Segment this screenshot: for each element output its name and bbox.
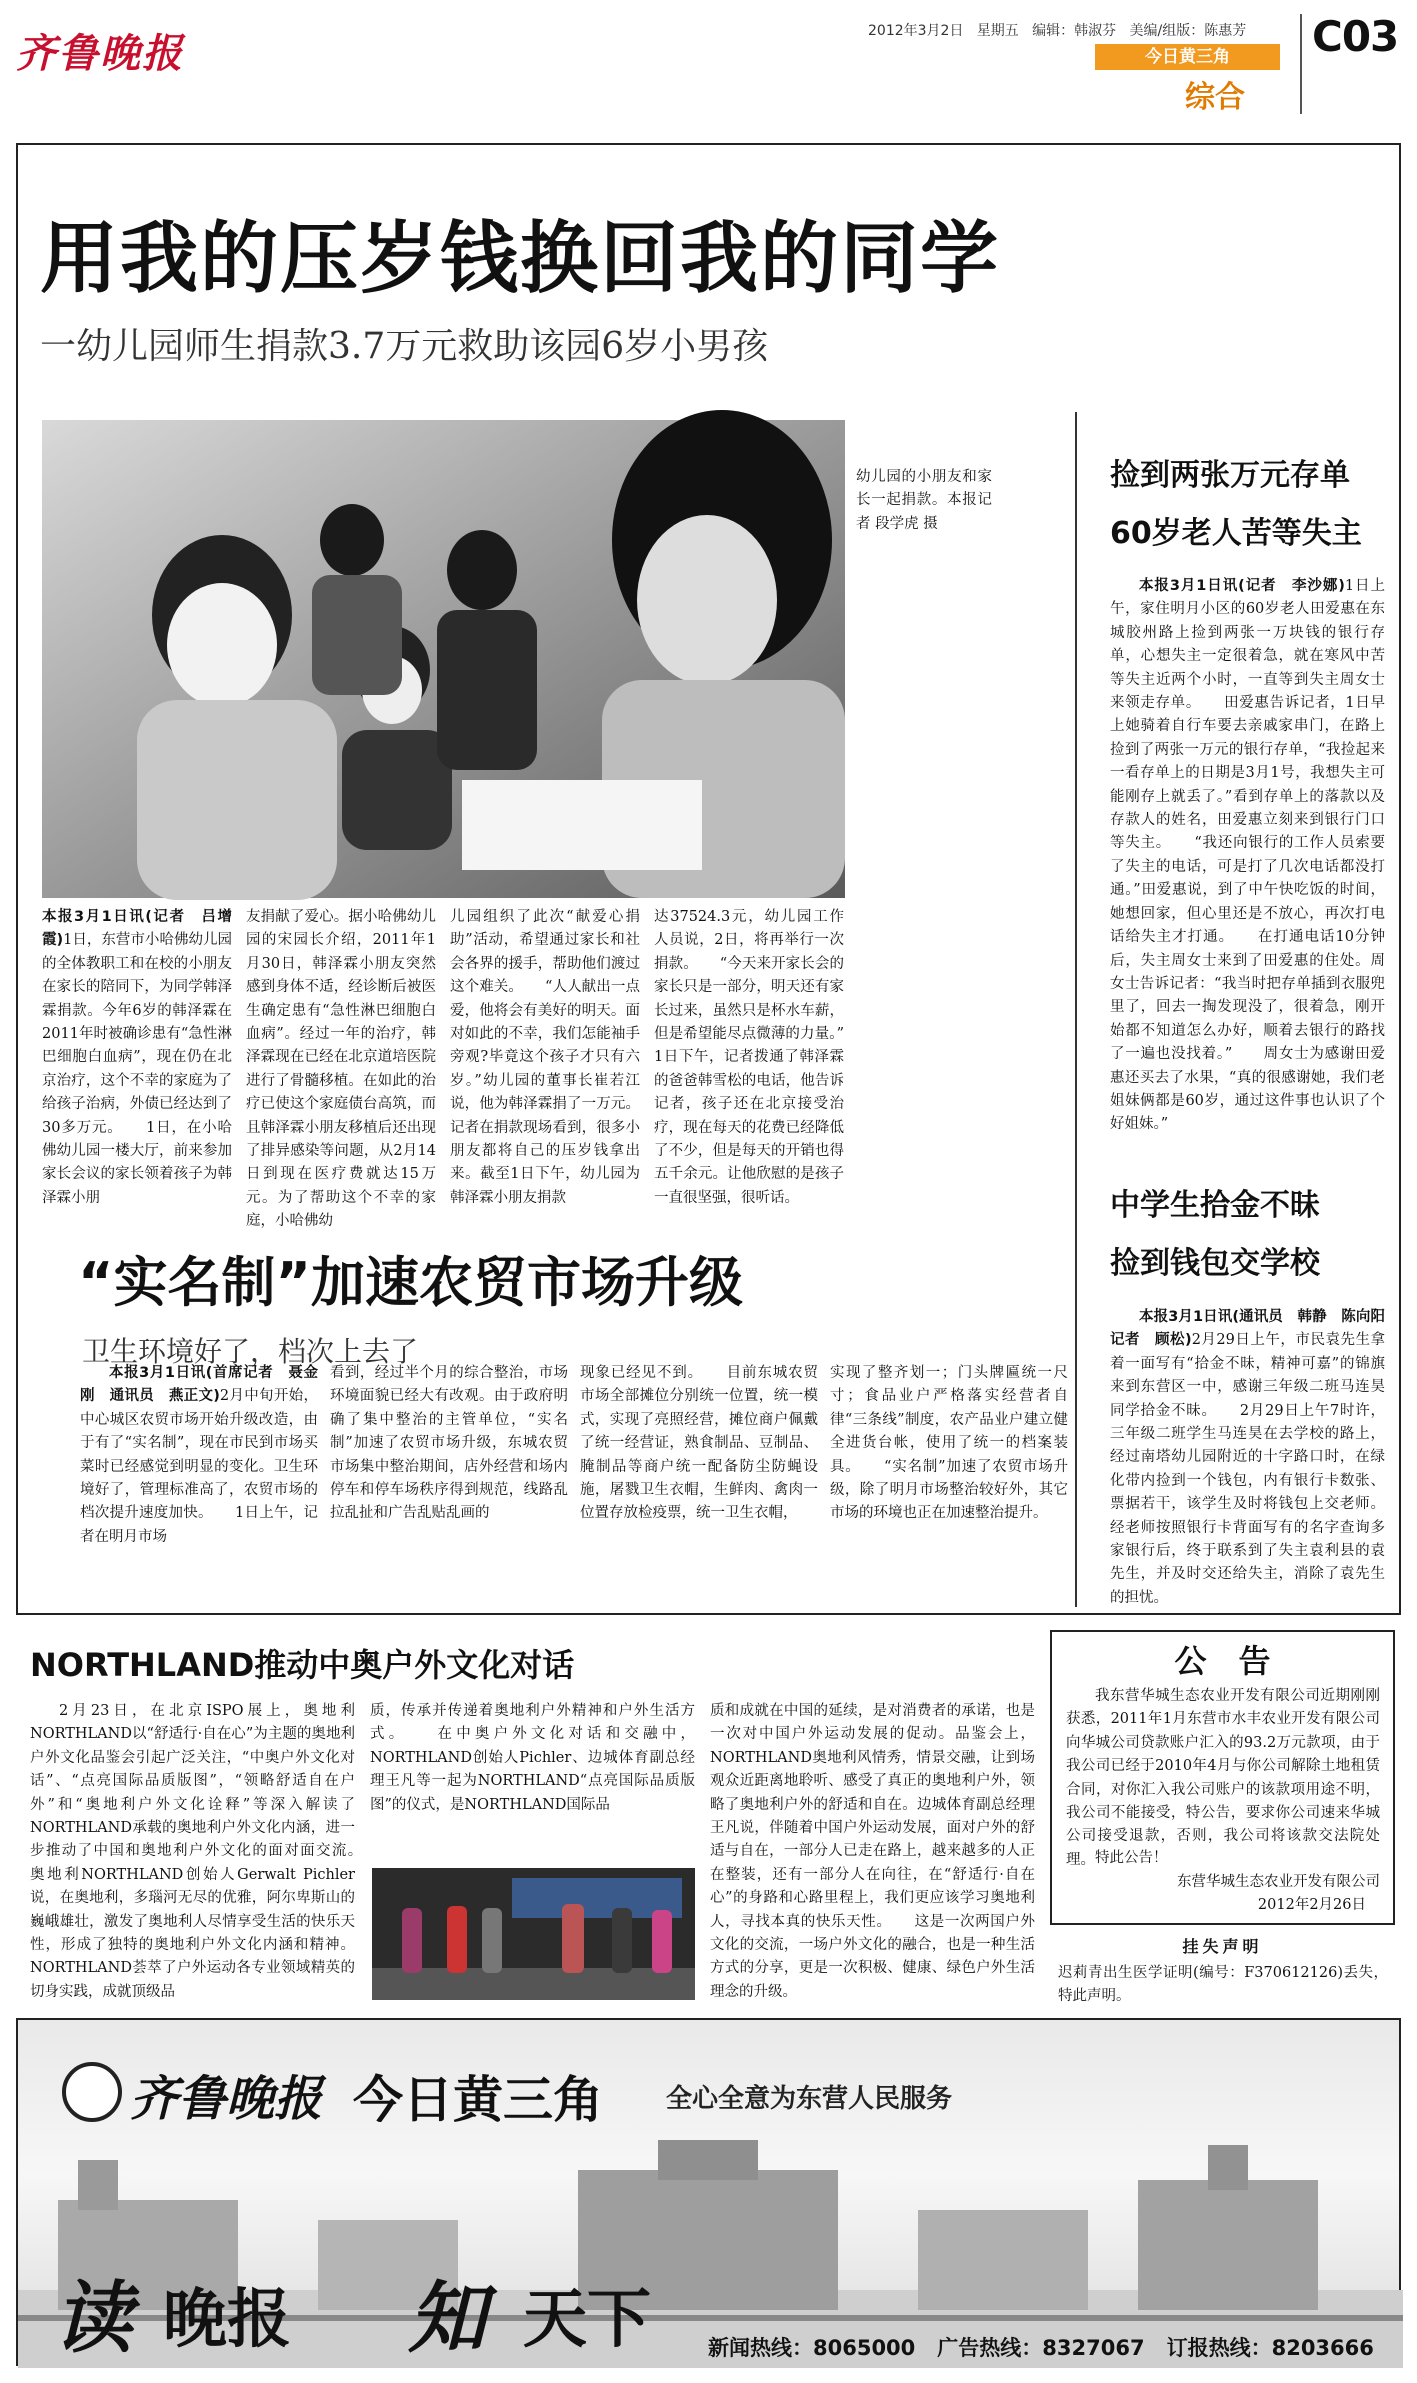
lead-subhead: 一幼儿园师生捐款3.7万元救助该园6岁小男孩 <box>40 326 769 367</box>
notice-title: 公 告 <box>1174 1642 1271 1680</box>
ad-banner <box>16 2018 1401 2366</box>
masthead-divider <box>1300 14 1302 114</box>
subscription-hotline-label: 订报热线： <box>1166 2336 1272 2360</box>
lead-photo-image <box>42 420 845 898</box>
lost-notice-body: 迟莉青出生医学证明(编号：F370612126)丢失，特此声明。 <box>1058 1965 1388 2005</box>
page-number: C03 <box>1312 12 1399 61</box>
ad-logo-text: 齐鲁晚报 <box>130 2071 323 2127</box>
lead-column-3: 儿园组织了此次“献爱心捐助”活动，希望通过家长和社会各界的援手，帮助他们渡过这个难关。 “人人献出一点爱，他将会有美好的明天。面对如此的不幸，我们怎能袖手旁观?毕竟这个孩子才只有六岁。”幼儿园的董事长崔若江说，他为韩泽霖捐了一万元。记者在捐款现场看到，很多小朋友都将自己的压岁钱拿出来。截至1日下午，幼儿园为韩泽霖小朋友捐款 <box>450 909 640 1206</box>
masthead-logo: 齐鲁晚报 <box>16 30 184 77</box>
ad-hotline-number: 8327067 <box>1042 2336 1145 2360</box>
sidebar-2-headline-line1: 中学生拾金不昧 <box>1110 1188 1320 1223</box>
market-dateline: 本报3月1日讯(首席记者 聂金刚 通讯员 燕正文) <box>80 1365 318 1405</box>
sidebar-1-headline-line1: 捡到两张万元存单 <box>1110 458 1350 493</box>
sidebar-1-dateline: 本报3月1日讯(记者 李沙娜) <box>1139 578 1345 594</box>
northland-column-3: 质和成就在中国的延续，是对消费者的承诺，也是一次对中国户外运动发展的促动。品鉴会上，NORTHLAND奥地利风情秀，情景交融，让到场观众近距离地聆听、感受了真正的奥地利户外，领略了奥地利户外的舒适和自在。边城体育副总经理王凡说，伴随着中国户外运动发展，面对户外的舒适与自在，一部分人已走在路上，越来越多的人正在整装，还有一部分人在向往，在“舒适行·自在心”的身路和心路里程上，我们更应该学习奥地利人，寻找本真的快乐天性。 这是一次两国户外文化的交流，一场户外文化的融合，也是一种生活方式的分享，更是一次积极、健康、绿色户外生活理念的升级。 <box>710 1703 1035 2000</box>
ad-tagline-evening-paper: 晚报 <box>163 2283 291 2357</box>
ad-hotline-label: 广告热线： <box>937 2336 1043 2360</box>
lead-column-4: 达37524.3元，幼儿园工作人员说，2日，将再举行一次捐款。 “今天来开家长会的家长只是一部分，明天还有家长过来，虽然只是杯水车薪，但是希望能尽点微薄的力量。” 1日下午，记者拨通了韩泽霖的爸爸韩雪松的电话，他告诉记者，孩子还在北京接受治疗，现在每天的花费已经降低了不少，但是每天的开销也得五千余元。让他欣慰的是孩子一直很坚强，很听话。 <box>654 909 873 1206</box>
northland-column-2-top: 质，传承并传递着奥地利户外精神和户外生活方式。 在中奥户外文化对话和交融中，NORTHLAND创始人Pichler、边城体育副总经理王凡等一起为NORTHLAND“点亮国际品质版图”的仪式，是NORTHLAND国际品 <box>370 1703 695 1813</box>
notice-closing: 特此公告！ <box>1095 1850 1168 1866</box>
northland-photo <box>372 1868 695 2000</box>
market-column-1 <box>80 1362 318 1602</box>
northland-column-1: 2月23日，在北京ISPO展上，奥地利NORTHLAND以“舒适行·自在心”为主题的奥地利户外文化品鉴会引起广泛关注，“中奥户外文化对话”、“点亮国际品质版图”，“领略舒适自在户外”和“奥地利户外文化诠释”等深入解读了NORTHLAND承载的奥地利户外文化内涵，进一步推动了中国和奥地利户外文化的面对面交流。 奥地利NORTHLAND创始人Gerwalt Pichler说，在奥地利，多瑙河无尽的优雅，阿尔卑斯山的巍峨雄壮，激发了奥地利人尽情享受生活的快乐天性，形成了独特的奥地利户外文化内涵和精神。NORTHLAND荟萃了户外运动各专业领域精英的切身实践，成就顶级品 <box>30 1703 384 2000</box>
sidebar-2-text: 2月29日上午，市民袁先生拿着一面写有“拾金不昧，精神可嘉”的锦旗来到东营区一中，感谢三年级二班马连昊同学拾金不昧。 2月29日上午7时许，三年级二班学生马连昊在去学校的路上，经过南塔幼儿园附近的十字路口时，在绿化带内捡到一个钱包，内有银行卡数张、票据若干，该学生及时将钱包上交老师。经老师按照银行卡背面写有的名字查询多家银行后，终于联系到了失主袁利县的袁先生，并及时交还给失主，消除了袁先生的担忧。 <box>1110 1332 1385 1606</box>
section-tag: 今日黄三角 <box>1095 44 1280 70</box>
sidebar-1-body <box>1110 575 1385 1133</box>
ad-tagline-world: 天下 <box>523 2283 651 2357</box>
ad-slogan: 全心全意为东营人民服务 <box>666 2084 953 2114</box>
ad-tagline-know: 知 <box>408 2273 487 2364</box>
sidebar-2-body <box>1110 1306 1400 1606</box>
ad-section: 今日黄三角 <box>353 2071 603 2129</box>
sidebar-2-dateline: 本报3月1日讯(通讯员 韩静 陈向阳 记者 顾松) <box>1110 1309 1400 1349</box>
sidebar-1-headline-line2: 60岁老人苦等失主 <box>1110 516 1362 551</box>
market-column-4: 实现了整齐划一；门头牌匾统一尺寸；食品业户严格落实经营者自律“三条线”制度，农产品业户建立健全进货台帐，使用了统一的档案装具。 “实名制”加速了农贸市场升级，除了明月市场整治较好外，其它市场的环境也正在加速整治提升。 <box>830 1365 1068 1522</box>
news-hotline-number: 8065000 <box>813 2336 916 2360</box>
ad-hotlines <box>708 2332 1374 2362</box>
subscription-hotline-number: 8203666 <box>1271 2336 1374 2360</box>
lead-column-2: 友捐献了爱心。据小哈佛幼儿园的宋园长介绍，2011年1月30日，韩泽霖小朋友突然感到身体不适，经诊断后被医生确定患有“急性淋巴细胞白血病”。经过一年的治疗，韩泽霖现在已经在北京道培医院进行了骨髓移植。在如此的治疗已使这个家庭债台高筑，而且韩泽霖小朋友移植后还出现了排异感染等问题，从2月14日到现在医疗费就达15万元。为了帮助这个不幸的家庭，小哈佛幼 <box>246 909 436 1230</box>
masthead <box>0 0 1417 130</box>
northland-headline: NORTHLAND推动中奥户外文化对话 <box>30 1646 575 1684</box>
market-subhead: 卫生环境好了，档次上去了 <box>82 1335 419 1368</box>
lead-dateline: 本报3月1日讯(记者 吕增霞) <box>42 909 232 949</box>
sidebar-vertical-rule <box>1075 412 1077 1607</box>
ad-tagline-read: 读 <box>54 2273 133 2364</box>
notice-date: 2012年2月26日 <box>1257 1897 1366 1913</box>
market-column-2: 看到，经过半个月的综合整治，市场环境面貌已经大有改观。由于政府明确了集中整治的主管单位，“实名制”加速了农贸市场升级，东城农贸市场集中整治期间，店外经营和场内停车和停车场秩序得到规范，线路乱拉乱扯和广告乱贴乱画的 <box>330 1365 568 1522</box>
notice-signer: 东营华城生态农业开发有限公司 <box>1177 1874 1380 1890</box>
sidebar-1-text: 1日上午，家住明月小区的60岁老人田爱惠在东城胶州路上捡到两张一万块钱的银行存单，心想失主一定很着急，就在寒风中苦等失主近两个小时，一直等到失主周女士来领走存单。 田爱惠告诉记者，1日早上她骑着自行车要去亲戚家串门，在路上捡到了两张一万元的银行存单，“我捡起来一看存单上的日期是3月1号，我想失主可能刚存上就丢了。”看到存单上的落款以及存款人的姓名，田爱惠立刻来到银行门口等失主。 “我还向银行的工作人员索要了失主的电话，可是打了几次电话都没打通。”田爱惠说，到了中午快吃饭的时间，她想回家，但心里还是不放心，再次打电话给失主才打通。 在打通电话10分钟后，失主周女士来到了田爱惠的住处。周女士告诉记者：“我当时把存单插到衣服兜里了，回去一掏发现没了，很着急，刚开始都不知道怎么办好，顺着去银行的路找了一遍也没找着。” 周女士为感谢田爱惠还买去了水果，“真的很感谢她，我们老姐妹俩都是60岁，通过这件事也认识了个好姐妹。” <box>1110 578 1385 1133</box>
lost-notice-title: 挂失声明 <box>1182 1937 1263 1956</box>
northland-photo-image <box>372 1868 695 2000</box>
lead-column-1-text: 1日，东营市小哈佛幼儿园的全体教职工和在校的小朋友在家长的陪同下，为同学韩泽霖捐款。今年6岁的韩泽霖在2011年时被确诊患有“急性淋巴细胞白血病”，现在仍在北京治疗，这个不幸的家庭为了给孩子治病，外债已经达到了30多万元。 1日，在小哈佛幼儿园一楼大厅，前来参加家长会议的家长领着孩子为韩泽霖小朋 <box>42 932 232 1206</box>
sidebar-2-headline-line2: 捡到钱包交学校 <box>1110 1246 1320 1281</box>
ad-logo-emblem <box>62 2062 122 2122</box>
market-headline: “实名制”加速农贸市场升级 <box>78 1251 743 1314</box>
section-name: 综合 <box>1185 80 1245 115</box>
masthead-date-line: 2012年3月2日 星期五 编辑：韩淑芬 美编/组版：陈惠芳 <box>868 23 1247 39</box>
notice-text: 我东营华城生态农业开发有限公司近期刚刚获悉，2011年1月东营市水丰农业开发有限公司向华城公司贷款账户汇入的93.2万元款项，由于我公司已经于2010年4月与你公司解除土地租赁合同，对你汇入我公司账户的该款项用途不明，我公司不能接受，特公告，要求你公司速来华城公司接受退款，否则，我公司将该款交法院处理。 <box>1066 1688 1380 1868</box>
market-column-3: 现象已经见不到。 目前东城农贸市场全部摊位分别统一位置，统一模式，实现了亮照经营，摊位商户佩戴了统一经营证，熟食制品、豆制品、腌制品等商户统一配备防尘防蝇设施，屠戮卫生衣帽，生鲜肉、禽肉一位置存放检疫票，统一卫生衣帽， <box>580 1365 818 1522</box>
lead-photo-caption: 幼儿园的小朋友和家长一起捐款。本报记者 段学虎 摄 <box>856 469 992 532</box>
lead-headline: 用我的压岁钱换回我的同学 <box>40 214 1001 304</box>
news-hotline-label: 新闻热线： <box>708 2336 813 2360</box>
market-column-1-text: 2月中旬开始，中心城区农贸市场开始升级改造，由于有了“实名制”，现在市民到市场买菜时已经感觉到明显的变化。卫生环境好了，管理标准高了，农贸市场的档次提升速度加快。 1日上午，记者在明月市场 <box>80 1388 318 1545</box>
lead-column-1 <box>42 906 232 1231</box>
lead-photo <box>42 420 845 898</box>
